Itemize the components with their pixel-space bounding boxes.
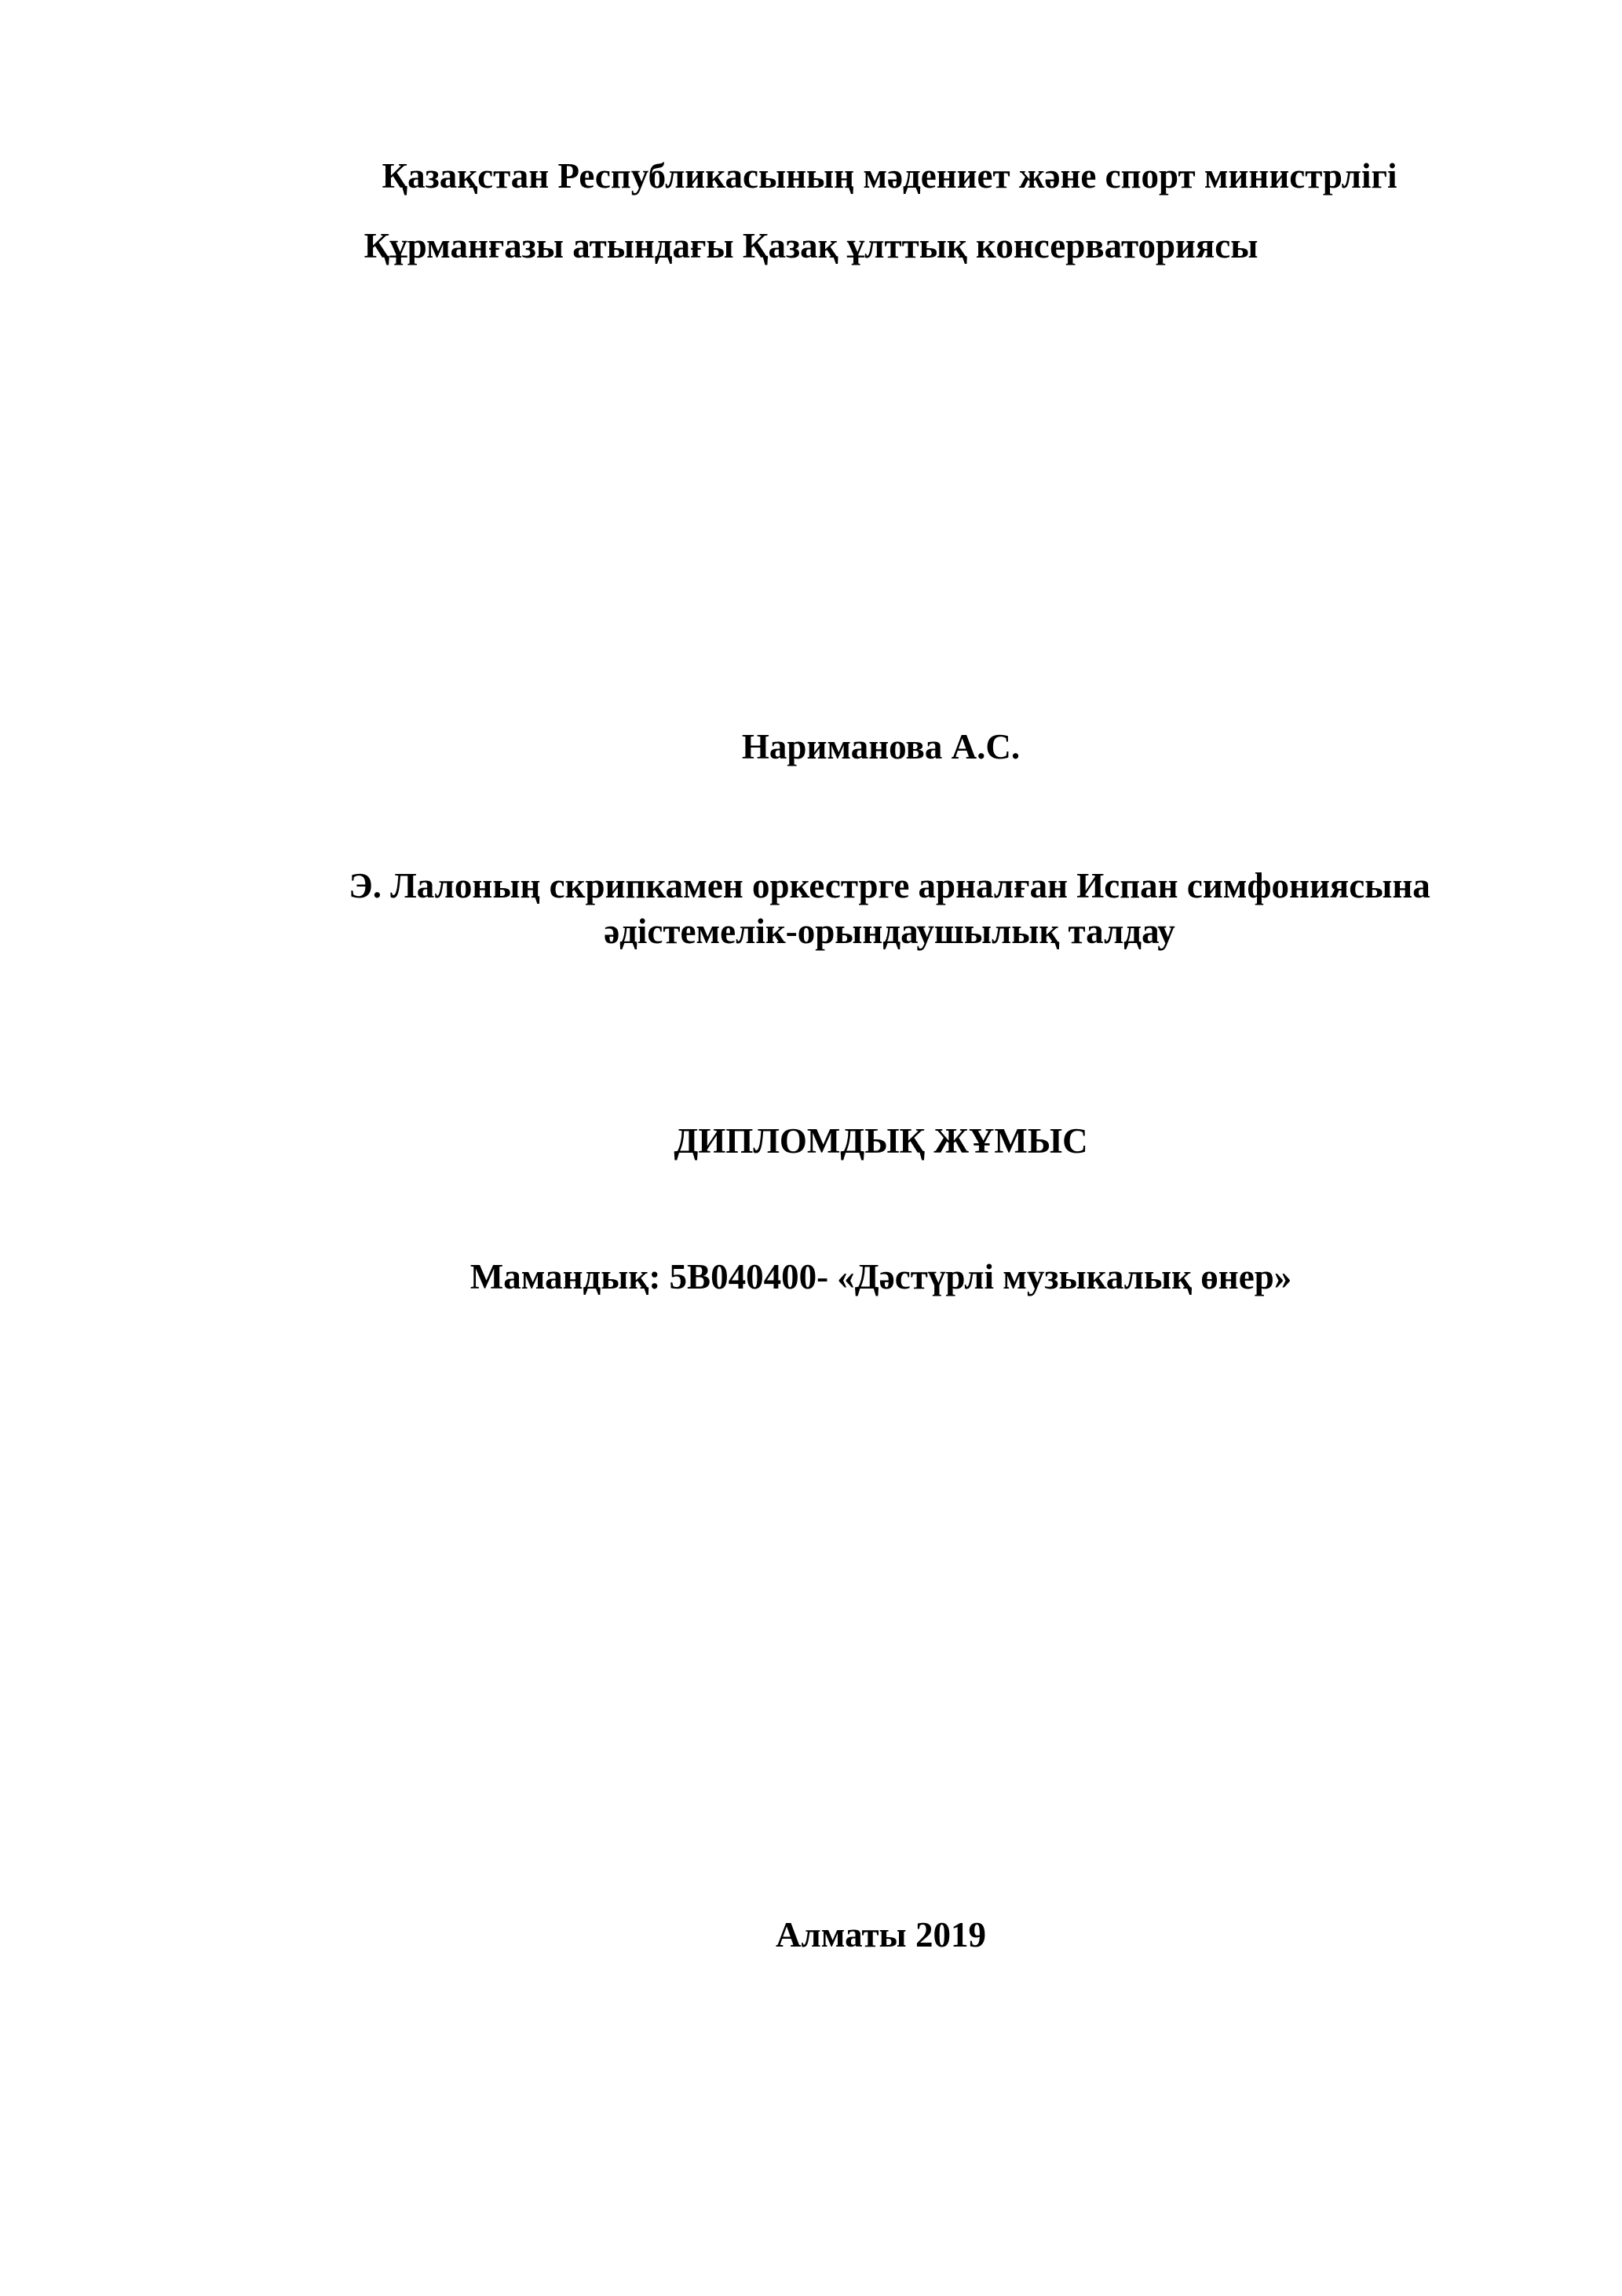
- ministry-heading: Қазақстан Республикасының мәдениет және спорт министрлігі: [382, 156, 1397, 196]
- document-type-label: ДИПЛОМДЫҚ ЖҰМЫС: [674, 1121, 1088, 1161]
- document-type: [70, 1121, 1622, 1161]
- thesis-title-line-2: әдістемелік-орындаушылық талдау: [604, 912, 1175, 951]
- conservatory-heading: Құрманғазы атындағы Қазақ ұлттық консерваториясы: [363, 226, 1259, 265]
- thesis-title-line-1: Э. Лалоның скрипкамен оркестрге арналған Испан симфониясына: [349, 866, 1430, 905]
- specialty: Мамандық: 5В040400- «Дәстүрлі музыкалық өнер»: [469, 1257, 1292, 1296]
- author-name: Нариманова А.С.: [741, 727, 1021, 766]
- city-year: Алматы 2019: [776, 1915, 986, 1954]
